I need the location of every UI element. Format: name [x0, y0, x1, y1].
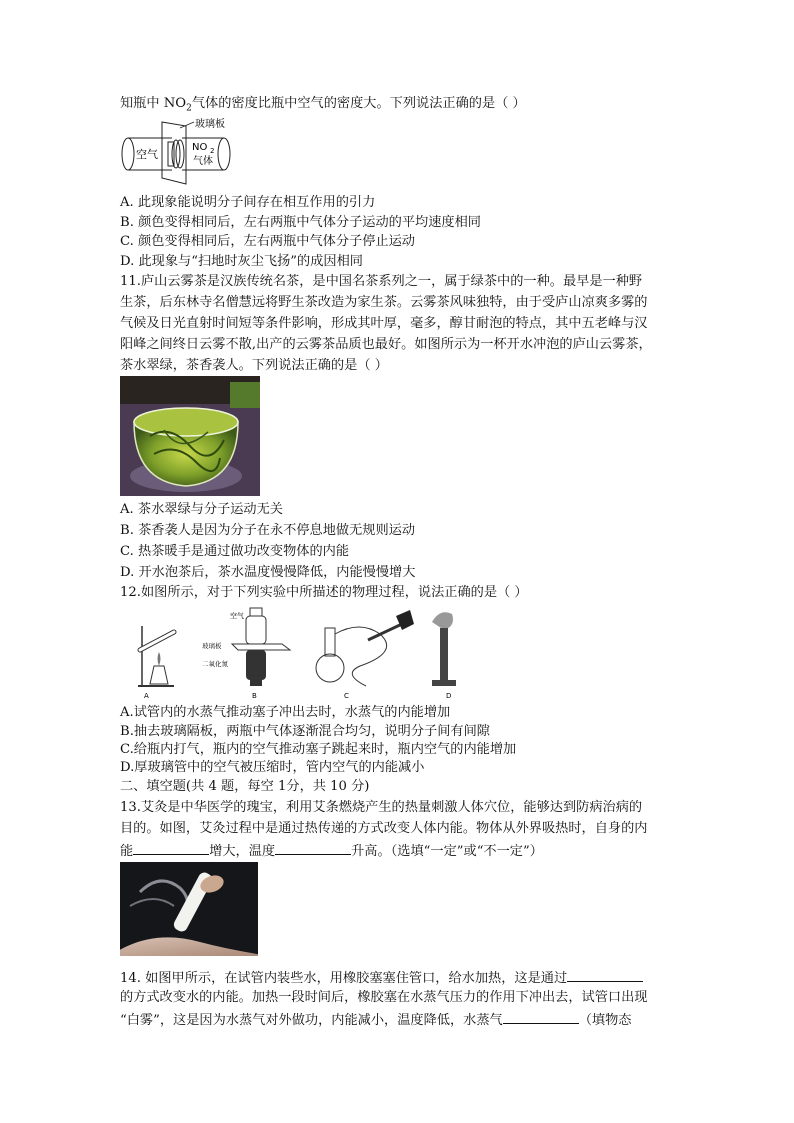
q12-label-d: D	[446, 692, 452, 700]
q11-line-2: 生茶，后东林寺名僧慧远将野生茶改造为家生茶。云雾茶风味独特，由于受庐山凉爽多雾的	[120, 295, 648, 310]
q12-option-b: B.抽去玻璃隔板，两瓶中气体逐渐混合均匀，说明分子间有间隙	[120, 724, 490, 739]
q13-line-3: 能 增大，温度 升高。（选填“一定”或“不一定”）	[120, 840, 543, 862]
q14-line-3: “白雾”，这是因为水蒸气对外做功，内能减小，温度降低，水蒸气 （填物态	[120, 1009, 631, 1031]
q12-label-glass: 玻璃板	[202, 642, 222, 650]
q13-blank-1[interactable]	[133, 840, 209, 855]
q12-figure-a	[138, 626, 174, 700]
q11-line-5: 茶水翠绿，茶香袭人。下列说法正确的是（ ）	[120, 358, 388, 373]
q12-figure-d	[432, 612, 456, 700]
q14-blank-1[interactable]	[567, 967, 643, 982]
q10-label-gas: 气体	[193, 156, 213, 167]
q11-tea-photo	[120, 376, 260, 496]
q12-option-d: D.厚玻璃管中的空气被压缩时，管内空气的内能减小	[120, 760, 425, 775]
q10-label-no2-sub: 2	[210, 147, 215, 155]
q10-label-air: 空气	[136, 148, 158, 161]
q12-option-c: C.给瓶内打气，瓶内的空气推动塞子跳起来时，瓶内空气的内能增加	[120, 742, 517, 757]
q12-stem: 12.如图所示，对于下列实验中所描述的物理过程，说法正确的是（ ）	[120, 585, 528, 600]
q12-experiments-figure	[120, 604, 470, 702]
q13-line-1: 13.艾灸是中华医学的瑰宝，利用艾条燃烧产生的热量刺激人体穴位，能够达到防病治病的	[120, 800, 643, 815]
q12-option-a: A.试管内的水蒸气推动塞子冲出去时，水蒸气的内能增加	[120, 705, 451, 720]
q10-label-no2: NO	[192, 142, 208, 153]
q11-line-3: 气候及日光直射时间短等条件影响，形成其叶厚，毫多，醇甘耐泡的特点，其中五老峰与汉	[120, 316, 648, 331]
q10-bottles-figure	[120, 116, 238, 188]
q11-line-4: 阳峰之间终日云雾不散,出产的云雾茶品质也最好。如图所示为一杯开水冲泡的庐山云雾茶，	[120, 337, 652, 352]
q14-blank-2[interactable]	[503, 1009, 579, 1024]
q10-stem: 知瓶中 $NO_2$气体的密度比瓶中空气的密度大。下列说法正确的是（ ）	[120, 96, 526, 114]
q10-option-b: B. 颜色变得相同后，左右两瓶中气体分子运动的平均速度相同	[120, 215, 481, 230]
q14-line-1: 14. 如图甲所示，在试管内装些水，用橡胶塞塞住管口，给水加热，这是通过	[120, 967, 643, 989]
q14-line-2: 的方式改变水的内能。加热一段时间后，橡胶塞在水蒸气压力的作用下冲出去，试管口出现	[120, 990, 648, 1005]
section-2-heading: 二、填空题(共 4 题，每空 1分，共 10 分)	[120, 779, 370, 794]
q12-figure-b	[202, 608, 290, 700]
q10-label-glass: 玻璃板	[195, 119, 225, 130]
q10-option-d: D. 此现象与“扫地时灰尘飞扬”的成因相同	[120, 254, 363, 269]
q12-label-air: 空气	[230, 612, 244, 620]
q12-label-no2: 二氧化氮	[202, 660, 228, 668]
q12-figure-c	[316, 610, 414, 700]
q11-line-1: 11.庐山云雾茶是汉族传统名茶，是中国名茶系列之一，属于绿茶中的一种。最早是一种野	[120, 274, 643, 289]
q11-option-a: A. 茶水翠绿与分子运动无关	[120, 502, 283, 517]
q11-option-d: D. 开水泡茶后，茶水温度慢慢降低，内能慢慢增大	[120, 565, 416, 580]
q10-option-a: A. 此现象能说明分子间存在相互作用的引力	[120, 195, 376, 210]
q12-label-a: A	[144, 692, 149, 700]
q12-label-b: B	[252, 692, 257, 700]
q11-option-b: B. 茶香袭人是因为分子在永不停息地做无规则运动	[120, 523, 416, 538]
q12-label-c: C	[344, 692, 349, 700]
q13-moxibustion-photo	[120, 862, 258, 956]
q11-option-c: C. 热茶暖手是通过做功改变物体的内能	[120, 544, 350, 559]
q13-line-2: 目的。如图，艾灸过程中是通过热传递的方式改变人体内能。物体从外界吸热时，自身的内	[120, 821, 648, 836]
q13-blank-2[interactable]	[275, 840, 351, 855]
q10-option-c: C. 颜色变得相同后，左右两瓶中气体分子停止运动	[120, 234, 415, 249]
